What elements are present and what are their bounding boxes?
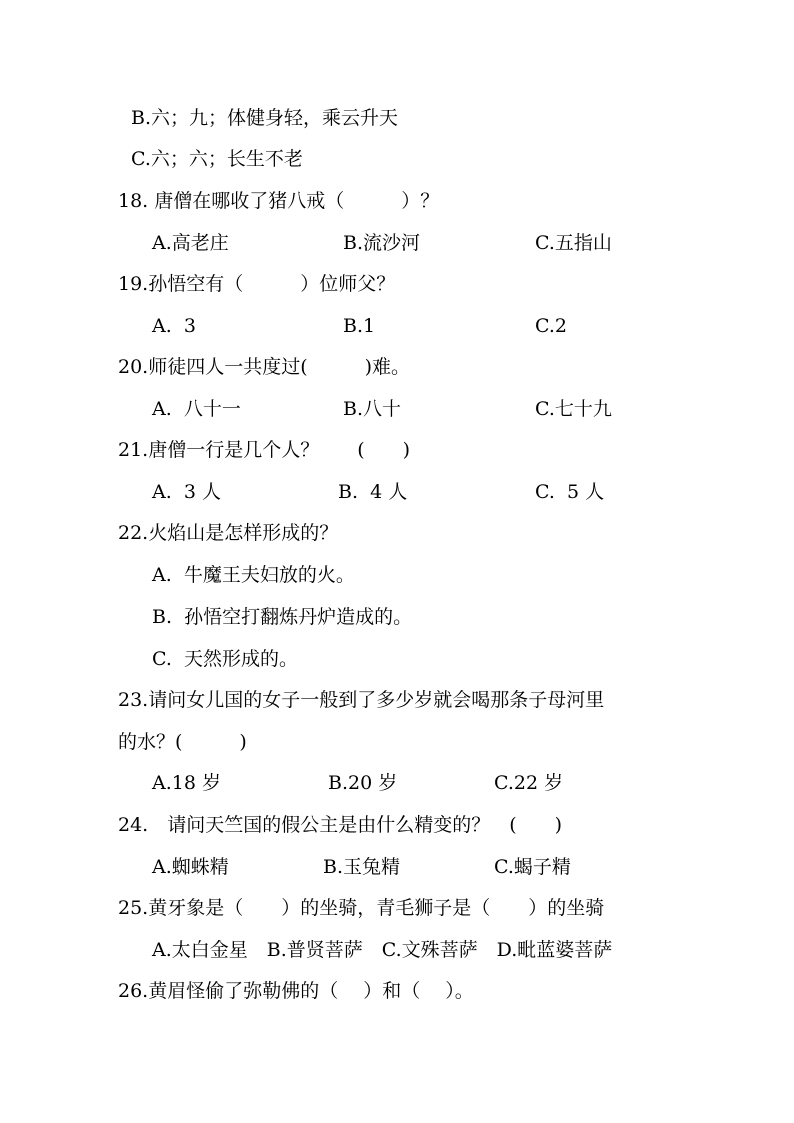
q25-options: A.太白金星 B.普贤菩萨 C.文殊菩萨 D.毗蓝婆菩萨 (152, 939, 613, 961)
q24-option-c: C.蝎子精 (494, 856, 571, 878)
q21-option-a: A. 3 人 (152, 481, 221, 503)
q18-option-a: A.高老庄 (152, 232, 229, 254)
q19-option-b: B.1 (343, 315, 376, 337)
q20-text: 20.师徒四人一共度过( )难。 (118, 356, 411, 378)
q20-option-b: B.八十 (343, 398, 402, 420)
q23-option-b: B.20 岁 (328, 772, 398, 794)
q24-option-a: A.蜘蛛精 (152, 856, 229, 878)
q20-option-a: A. 八十一 (152, 398, 241, 420)
q20-option-c: C.七十九 (535, 398, 612, 420)
q22-text: 22.火焰山是怎样形成的？ (118, 522, 339, 544)
q23-option-c: C.22 岁 (494, 772, 564, 794)
q19-option-c: C.2 (535, 315, 567, 337)
q23-option-a: A.18 岁 (152, 772, 221, 794)
q22-option-a: A. 牛魔王夫妇放的火。 (152, 564, 355, 586)
q19-option-a: A. 3 (152, 315, 196, 337)
q18-option-c: C.五指山 (535, 232, 612, 254)
q23-text-line2: 的水？( ) (118, 731, 247, 753)
q18-option-b: B.流沙河 (343, 232, 421, 254)
q17-option-b: B.六；九；体健身轻，乘云升天 (131, 107, 399, 129)
q25-text: 25.黄牙象是（ ）的坐骑，青毛狮子是（ ）的坐骑 (118, 897, 605, 919)
q23-text-line1: 23.请问女儿国的女子一般到了多少岁就会喝那条子母河里 (118, 689, 605, 711)
q26-text: 26.黄眉怪偷了弥勒佛的（ ）和（ ）。 (118, 980, 474, 1002)
q21-option-b: B. 4 人 (338, 481, 408, 503)
q21-text: 21.唐僧一行是几个人？ ( ) (118, 439, 411, 461)
q18-text: 18. 唐僧在哪收了猪八戒（ ）？ (118, 190, 440, 212)
q24-option-b: B.玉兔精 (323, 856, 401, 878)
q24-text: 24. 请问天竺国的假公主是由什么精变的？ ( ) (118, 814, 563, 836)
q21-option-c: C. 5 人 (535, 481, 605, 503)
q19-text: 19.孙悟空有（ ）位师父？ (118, 273, 396, 295)
q17-option-c: C.六；六；长生不老 (131, 148, 303, 170)
q22-option-b: B. 孙悟空打翻炼丹炉造成的。 (152, 606, 413, 628)
q22-option-c: C. 天然形成的。 (152, 648, 298, 670)
